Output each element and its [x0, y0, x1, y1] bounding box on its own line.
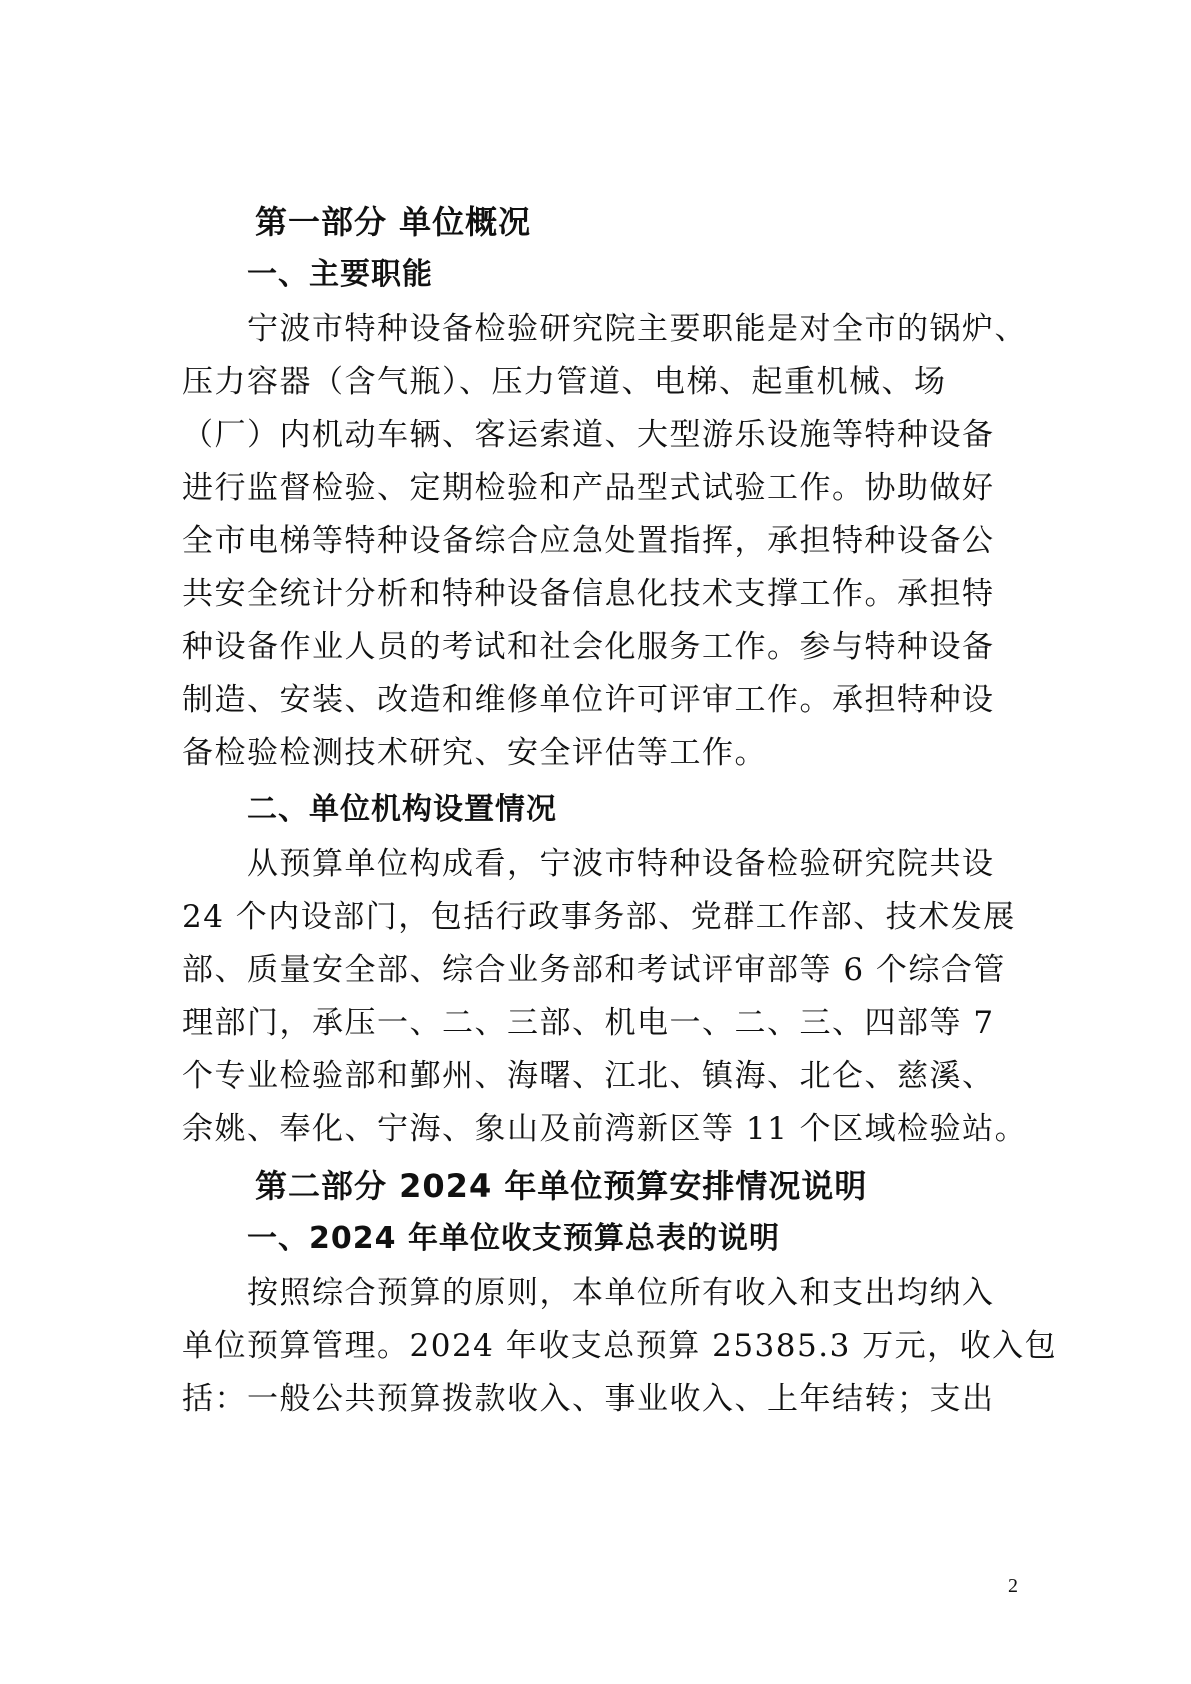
paragraph-line: 部、质量安全部、综合业务部和考试评审部等 6 个综合管	[182, 952, 1006, 988]
paragraph-line: 备检验检测技术研究、安全评估等工作。	[182, 735, 767, 771]
paragraph-line: 从预算单位构成看，宁波市特种设备检验研究院共设	[247, 846, 995, 882]
paragraph-line: 余姚、奉化、宁海、象山及前湾新区等 11 个区域检验站。	[182, 1111, 1028, 1147]
paragraph-line: 种设备作业人员的考试和社会化服务工作。参与特种设备	[182, 629, 995, 665]
paragraph-line: 制造、安装、改造和维修单位许可评审工作。承担特种设	[182, 682, 995, 718]
paragraph-line: 压力容器（含气瓶）、压力管道、电梯、起重机械、场	[182, 364, 947, 400]
part1-title: 第一部分 单位概况	[255, 203, 532, 241]
paragraph-line: 宁波市特种设备检验研究院主要职能是对全市的锅炉、	[247, 311, 1027, 347]
paragraph-line: 按照综合预算的原则，本单位所有收入和支出均纳入	[247, 1275, 995, 1311]
paragraph-line: 理部门，承压一、二、三部、机电一、二、三、四部等 7	[182, 1005, 995, 1041]
paragraph-line: 共安全统计分析和特种设备信息化技术支撑工作。承担特	[182, 576, 995, 612]
paragraph-line: 括：一般公共预算拨款收入、事业收入、上年结转；支出	[182, 1381, 995, 1417]
paragraph-line: 个专业检验部和鄞州、海曙、江北、镇海、北仑、慈溪、	[182, 1058, 995, 1094]
section-heading-budget-summary: 一、2024 年单位收支预算总表的说明	[247, 1221, 780, 1256]
paragraph-line: 全市电梯等特种设备综合应急处置指挥，承担特种设备公	[182, 523, 995, 559]
page-number: 2	[1008, 1575, 1018, 1597]
section-heading-organization: 二、单位机构设置情况	[247, 792, 557, 827]
paragraph-line: （厂）内机动车辆、客运索道、大型游乐设施等特种设备	[182, 417, 995, 453]
part2-title: 第二部分 2024 年单位预算安排情况说明	[255, 1167, 868, 1205]
paragraph-line: 单位预算管理。2024 年收支总预算 25385.3 万元，收入包	[182, 1328, 1058, 1364]
section-heading-main-functions: 一、主要职能	[247, 257, 433, 292]
paragraph-line: 24 个内设部门，包括行政事务部、党群工作部、技术发展	[182, 899, 1016, 935]
paragraph-line: 进行监督检验、定期检验和产品型式试验工作。协助做好	[182, 470, 995, 506]
